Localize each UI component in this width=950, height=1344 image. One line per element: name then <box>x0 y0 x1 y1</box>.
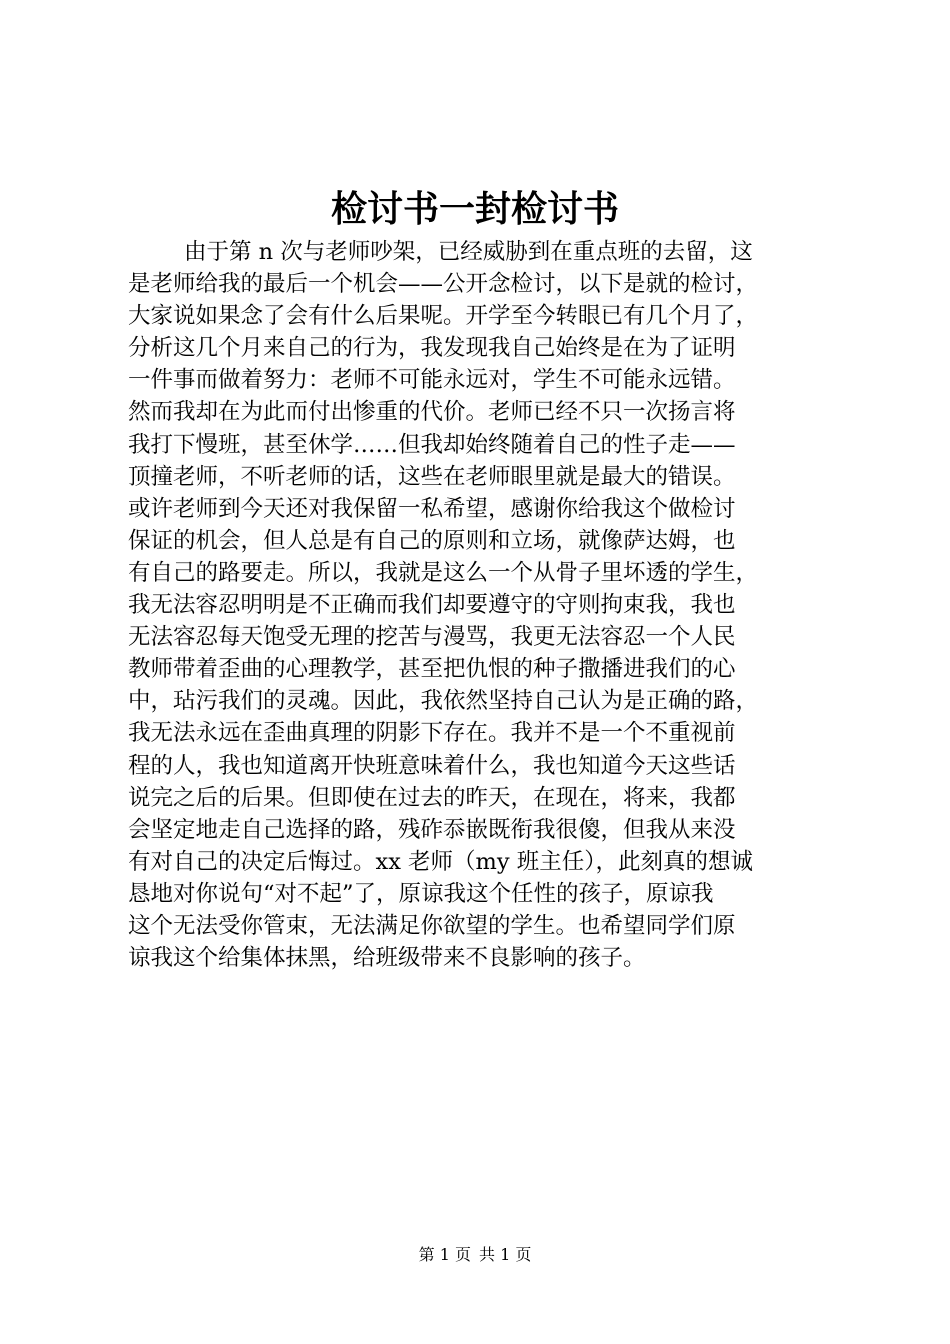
body-line: 中，玷污我们的灵魂。因此，我依然坚持自己认为是正确的路， <box>128 688 759 715</box>
page-number: 第 1 页 <box>418 1245 471 1264</box>
page-total: 共 1 页 <box>479 1245 532 1264</box>
body-line: 会坚定地走自己选择的路，残砟忝嵌既衔我很傻，但我从来没 <box>128 816 736 843</box>
body-line: 这个无法受你管束，无法满足你欲望的学生。也希望同学们原 <box>128 912 736 939</box>
body-line: 无法容忍每天饱受无理的挖苦与漫骂，我更无法容忍一个人民 <box>128 624 736 651</box>
document-title: 检讨书一封检讨书 <box>330 188 619 230</box>
body-line: 教师带着歪曲的心理教学，甚至把仇恨的种子撒播进我们的心 <box>128 656 736 683</box>
body-line: 由于第 n 次与老师吵架，已经威胁到在重点班的去留，这 <box>184 239 753 265</box>
body-line: 我无法永远在歪曲真理的阴影下存在。我并不是一个不重视前 <box>128 720 736 747</box>
body-line: 然而我却在为此而付出惨重的代价。老师已经不只一次扬言将 <box>128 399 736 426</box>
body-line: 分析这几个月来自己的行为，我发现我自己始终是在为了证明 <box>128 335 736 362</box>
body-line: 顶撞老师，不听老师的话，这些在老师眼里就是最大的错误。 <box>128 463 736 490</box>
body-line: 我无法容忍明明是不正确而我们却要遵守的守则拘束我，我也 <box>128 592 736 619</box>
body-line: 保证的机会，但人总是有自己的原则和立场，就像萨达姆，也 <box>128 527 736 554</box>
body-line: 大家说如果念了会有什么后果呢。开学至今转眼已有几个月了， <box>128 303 759 330</box>
body-line: 我打下慢班，甚至休学……但我却始终随着自己的性子走—— <box>128 431 736 458</box>
document-body <box>128 236 840 974</box>
page-footer <box>0 1244 950 1266</box>
body-line: 恳地对你说句“对不起”了，原谅我这个任性的孩子，原谅我 <box>128 880 714 907</box>
body-line: 或许老师到今天还对我保留一私希望，感谢你给我这个做检讨 <box>128 495 736 522</box>
body-line: 谅我这个给集体抹黑，给班级带来不良影响的孩子。 <box>128 945 646 972</box>
body-line: 有对自己的决定后悔过。xx 老师（my 班主任），此刻真的想诚 <box>128 848 753 875</box>
body-line: 是老师给我的最后一个机会——公开念检讨，以下是就的检讨， <box>128 271 759 298</box>
body-line: 说完之后的后果。但即使在过去的昨天，在现在，将来，我都 <box>128 784 736 811</box>
body-line: 一件事而做着努力：老师不可能永远对，学生不可能永远错。 <box>128 367 736 394</box>
body-line: 程的人，我也知道离开快班意味着什么，我也知道今天这些话 <box>128 752 736 779</box>
body-line: 有自己的路要走。所以，我就是这么一个从骨子里坏透的学生， <box>128 559 759 586</box>
